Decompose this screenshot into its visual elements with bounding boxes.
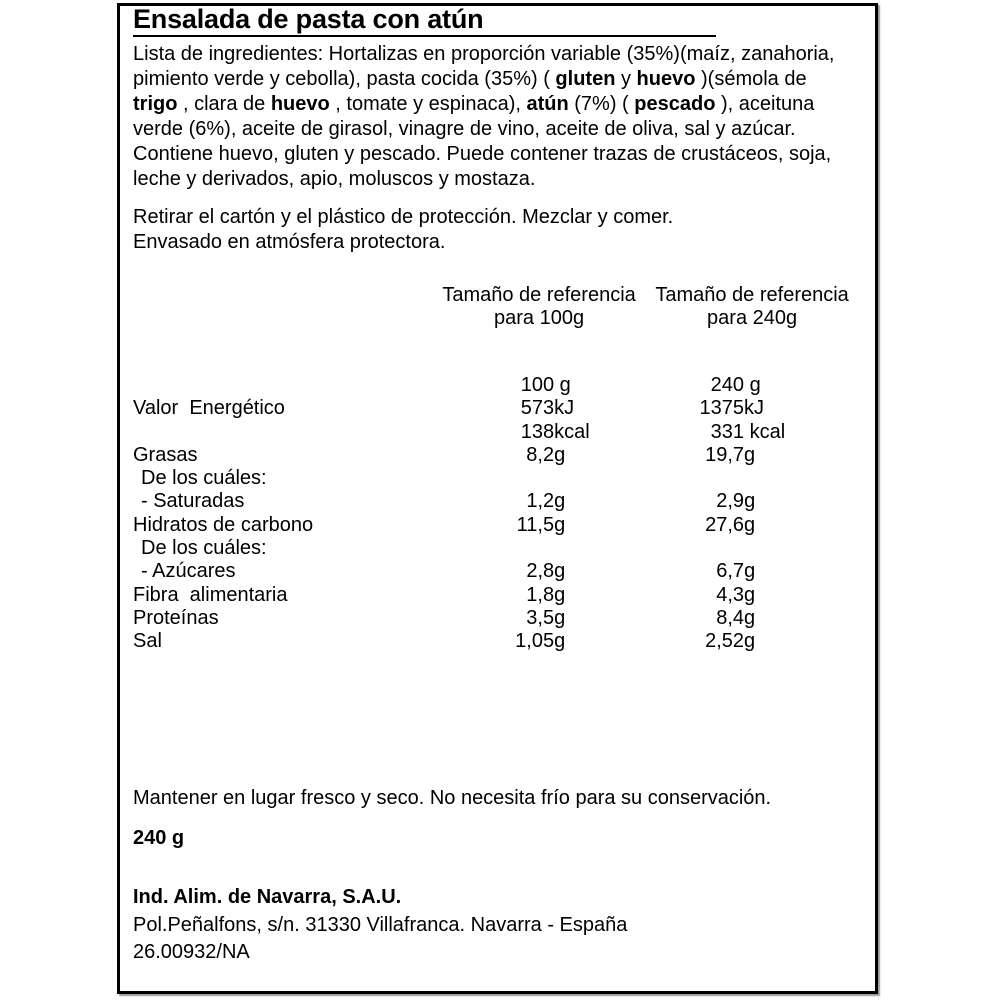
nutrient-label: - Saturadas (141, 490, 245, 513)
nutrient-label: Valor Energético (133, 397, 285, 420)
ingredient-text-segment: )(sémola de (695, 68, 807, 90)
ingredient-text-segment: , clara de (177, 93, 271, 115)
allergen-emphasis: gluten (555, 68, 616, 90)
nutrient-label: Proteínas (133, 606, 219, 629)
value-unit: kJ (554, 397, 575, 420)
value-per-100g (419, 607, 641, 630)
value-unit: kcal (554, 420, 590, 443)
header-per-240g-line2: para 240g (707, 307, 798, 329)
value-unit: g (744, 560, 756, 583)
value-unit: g (744, 443, 756, 466)
product-label (117, 3, 878, 994)
table-row (133, 607, 863, 630)
value-number: 1375 (699, 397, 745, 420)
value-number: 19,7 (705, 443, 745, 466)
packaging-line: Envasado en atmósfera protectora. (133, 231, 446, 253)
product-title: Ensalada de pasta con atún (133, 6, 716, 37)
value-per-240g (641, 584, 863, 607)
value-unit: g (744, 513, 756, 536)
manufacturer-section (133, 884, 863, 967)
value-number (419, 537, 554, 560)
ingredient-text-segment: , tomate y espinaca), (329, 93, 527, 115)
value-per-100g (419, 490, 641, 513)
header-per-240g (641, 284, 863, 330)
nutrient-label: Grasas (133, 443, 198, 466)
header-per-100g-line2: para 100g (494, 307, 585, 329)
value-number: 8,2 (526, 443, 555, 466)
manufacturer-name: Ind. Alim. de Navarra, S.A.U. (133, 886, 402, 908)
nutrient-label (133, 421, 419, 444)
value-number: 331 (710, 420, 745, 443)
nutrient-label: De los cuáles: (141, 467, 267, 490)
value-unit: g (554, 630, 566, 653)
value-unit: g (554, 583, 566, 606)
nutrient-label: Hidratos de carbono (133, 513, 314, 536)
value-unit: g (744, 490, 756, 513)
value-number: 2,52 (705, 630, 745, 653)
table-row (133, 630, 863, 653)
value-per-240g (641, 374, 863, 397)
table-row (133, 584, 863, 607)
value-per-240g (641, 421, 863, 444)
table-row (133, 374, 863, 397)
value-per-240g (641, 537, 863, 560)
value-number (641, 537, 744, 560)
header-per-240g-line1: Tamaño de referencia (655, 284, 849, 306)
nutrient-label: Sal (133, 630, 162, 653)
value-per-100g (419, 374, 641, 397)
value-number (641, 467, 744, 490)
ingredient-text-segment: ), aceituna verde (6%), aceite de girasol, vinagre de vino, aceite de oliva, sal y azúcar. (133, 93, 815, 140)
nutrition-table (133, 374, 863, 654)
header-spacer (133, 284, 419, 330)
value-unit: g (554, 560, 566, 583)
value-per-100g (419, 444, 641, 467)
allergen-emphasis: huevo (636, 68, 696, 90)
value-per-100g (419, 467, 641, 490)
table-row (133, 467, 863, 490)
nutrient-label: - Azúcares (141, 560, 236, 583)
value-number: 8,4 (716, 606, 745, 629)
value-unit: g (554, 606, 566, 629)
nutrient-label: De los cuáles: (141, 537, 267, 560)
storage-note: Mantener en lugar fresco y seco. No necesita frío para su conservación. (133, 787, 772, 809)
table-row (133, 514, 863, 537)
value-per-240g (641, 630, 863, 653)
allergen-emphasis: huevo (270, 93, 330, 115)
value-per-100g (419, 630, 641, 653)
ingredient-text-segment: Lista de ingredientes: Hortalizas en proporción variable (35%)(maíz, zanahoria, pimiento verde y cebolla), pasta cocida (35%) ( (133, 43, 835, 90)
value-number: 4,3 (716, 583, 745, 606)
allergen-note: Contiene huevo, gluten y pescado. Puede contener trazas de crustáceos, soja, leche y derivados, apio, moluscos y mostaza. (133, 143, 832, 190)
value-number: 1,2 (526, 490, 555, 513)
table-row (133, 560, 863, 583)
nutrient-label: Fibra alimentaria (133, 583, 288, 606)
value-per-240g (641, 467, 863, 490)
header-per-100g-line1: Tamaño de referencia (442, 284, 636, 306)
value-number (419, 467, 554, 490)
value-per-240g (641, 560, 863, 583)
value-unit: g (554, 513, 566, 536)
usage-line: Retirar el cartón y el plástico de protección. Mezclar y comer. (133, 206, 674, 228)
value-per-240g (641, 397, 863, 420)
value-number: 11,5 (516, 513, 555, 536)
table-row (133, 537, 863, 560)
value-per-100g (419, 560, 641, 583)
allergen-emphasis: trigo (133, 93, 178, 115)
allergen-emphasis: atún (526, 93, 569, 115)
value-number: 2,9 (716, 490, 745, 513)
value-unit: g (744, 374, 761, 396)
nutrient-label (133, 374, 419, 397)
value-per-240g (641, 444, 863, 467)
value-number: 6,7 (716, 560, 745, 583)
value-number: 138 (520, 420, 555, 443)
allergen-emphasis: pescado (634, 93, 716, 115)
value-unit: g (554, 490, 566, 513)
value-per-100g (419, 584, 641, 607)
value-unit: g (554, 443, 566, 466)
manufacturer-registry: 26.00932/NA (133, 941, 250, 963)
ingredient-text-segment: (7%) ( (568, 93, 635, 115)
table-row (133, 444, 863, 467)
value-per-100g (419, 421, 641, 444)
value-number: 100 (520, 374, 555, 396)
table-row (133, 490, 863, 513)
value-unit: g (554, 374, 571, 396)
value-number: 27,6 (705, 513, 745, 536)
value-number: 3,5 (526, 606, 555, 629)
value-per-100g (419, 514, 641, 537)
value-number: 1,8 (526, 583, 555, 606)
ingredient-text-segment: y (615, 68, 637, 90)
value-unit: kcal (744, 420, 786, 443)
value-per-240g (641, 514, 863, 537)
ingredients-list (133, 42, 853, 142)
value-unit: g (744, 583, 756, 606)
value-unit: g (744, 606, 756, 629)
table-row (133, 421, 863, 444)
value-per-240g (641, 607, 863, 630)
value-per-240g (641, 490, 863, 513)
value-number: 2,8 (526, 560, 555, 583)
net-weight: 240 g (133, 827, 185, 849)
value-unit: g (744, 630, 756, 653)
value-number: 240 (710, 374, 745, 396)
value-unit: kJ (744, 397, 765, 420)
value-per-100g (419, 397, 641, 420)
table-row (133, 397, 863, 420)
header-per-100g (419, 284, 641, 330)
ingredients-section (133, 42, 853, 192)
usage-instructions (133, 205, 853, 255)
value-number: 1,05 (515, 630, 555, 653)
value-per-100g (419, 537, 641, 560)
manufacturer-address: Pol.Peñalfons, s/n. 31330 Villafranca. Navarra - España (133, 913, 628, 936)
value-number: 573 (520, 397, 555, 420)
nutrition-column-headers (133, 284, 863, 330)
